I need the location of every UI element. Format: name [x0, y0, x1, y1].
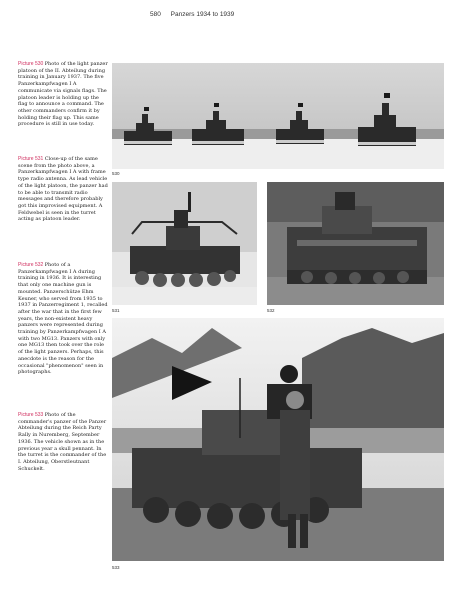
caption-text: Photo of the commander's panzer of the Panzer Abteilung during the Reich Party Rally in Nuremberg, September 1936. The vehicle shown as in the previous year a skull pennant. In the turret is the commander of the I. Abteilung, Oberstleutnant Schuckelt. [18, 412, 107, 472]
photo-533 [112, 318, 444, 561]
page-number: 580 [150, 11, 161, 18]
caption-530 [18, 61, 108, 128]
caption-tag: Picture 533 [18, 412, 45, 418]
photo-532 [267, 182, 444, 305]
photo-530 [112, 63, 444, 169]
caption-text: Close-up of the same scene from the photo above, a Panzerkampfwagen I A with frame type radio antenna. As lead vehicle of the light platoon, the panzer had to be able to transmit radio messages and therefore probably got this improvised equipment. A Feldwebel is seen in the turret acting as platoon leader. [18, 156, 108, 223]
photo-number-533: 533 [112, 565, 120, 570]
running-header [150, 11, 234, 18]
caption-tag: Picture 532 [18, 262, 45, 268]
photo-number-530: 530 [112, 171, 120, 176]
running-title: Panzers 1934 to 1939 [170, 11, 235, 18]
caption-531 [18, 156, 108, 223]
caption-532 [18, 262, 108, 376]
photo-number-531: 531 [112, 308, 120, 313]
caption-tag: Picture 531 [18, 156, 45, 162]
caption-text: Photo of a Panzerkampfwagen I A during training in 1936. It is interesting that only one machine gun is mounted. Panzerschütze Ehm Keuner, who served from 1935 to 1937 in Panzerregiment 1, recalled after the war that in the first few years, the non-existent heavy panzers were represented during training by Panzerkampfwagen I A with two MG13. Panzers with only one MG13 then took over the role of the light panzers. Perhaps, this anecdote is the reason for the occasional "phenomenon" seen in photographs. [18, 262, 108, 376]
photo-number-532: 532 [267, 308, 275, 313]
photo-531 [112, 182, 257, 305]
caption-533 [18, 412, 108, 472]
caption-text: Photo of the light panzer platoon of the II. Abteilung during training in January 1937. The five Panzerkampfwagen I A communicate via signals flags. The platoon leader is holding up the flag to announce a command. The other commanders confirm it by holding their flag up. This same procedure is still in use today. [18, 61, 108, 128]
caption-tag: Picture 530 [18, 61, 45, 67]
